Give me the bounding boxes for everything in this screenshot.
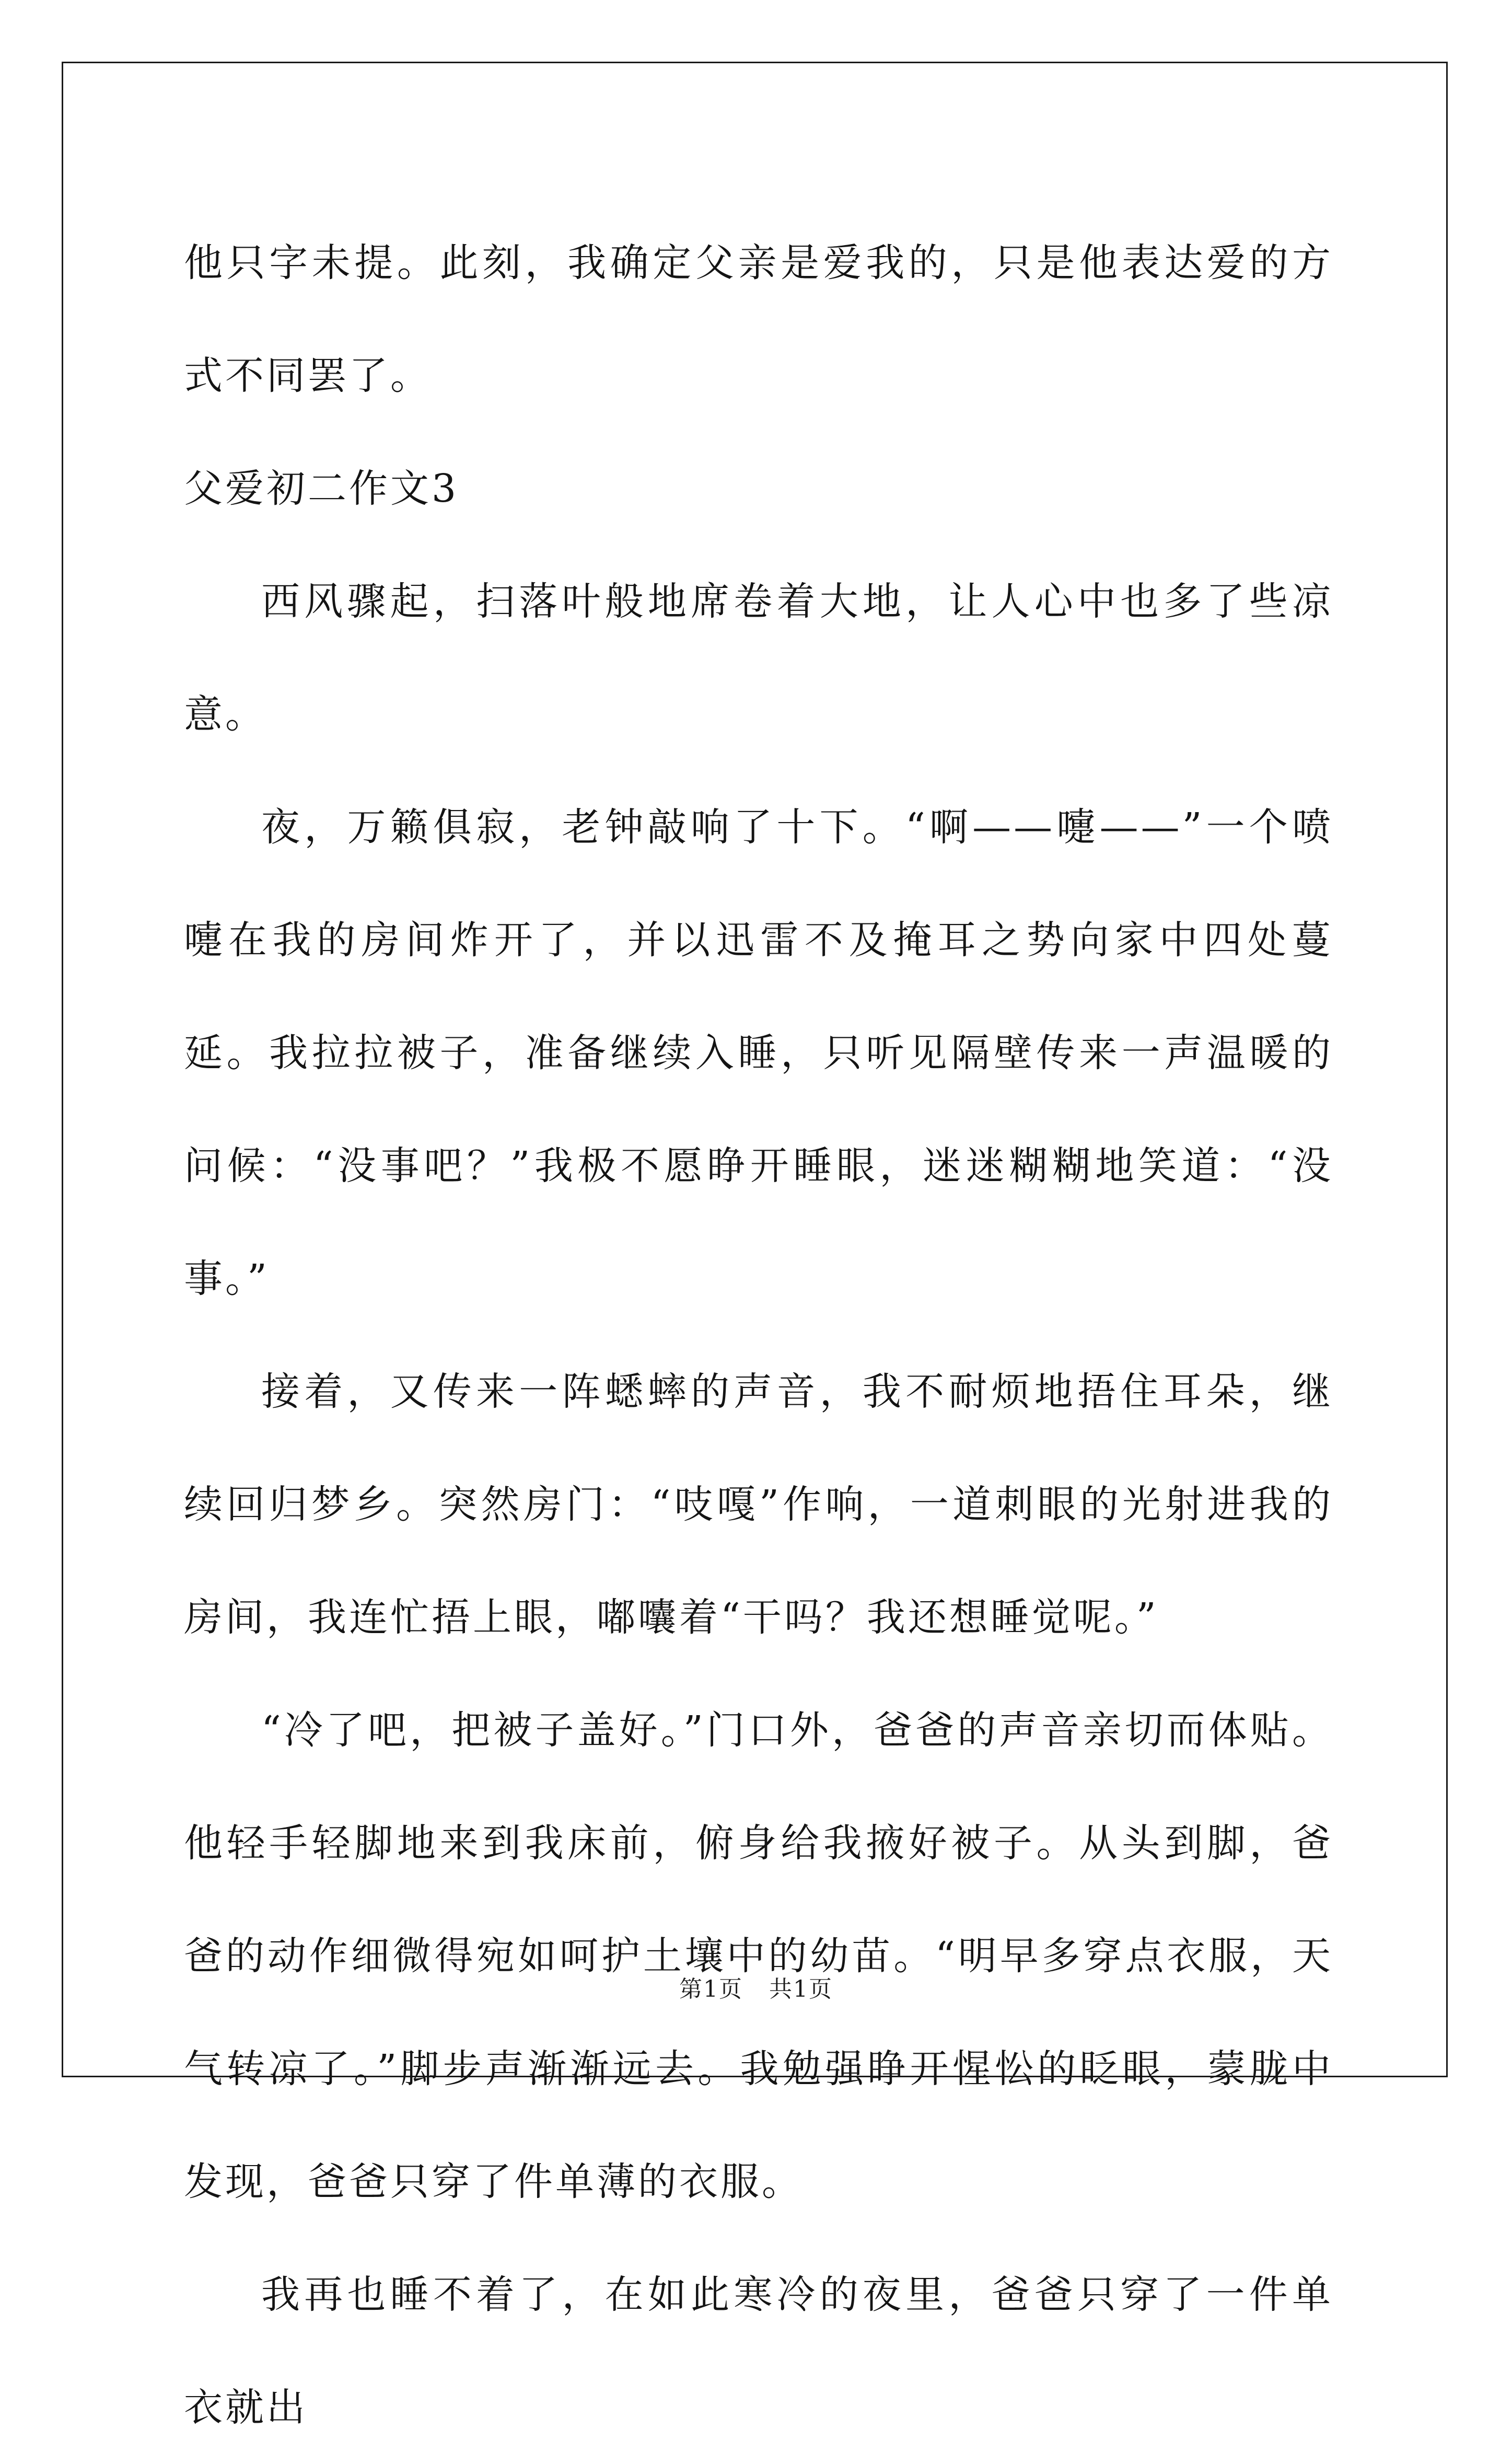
page-total: 共1页 bbox=[769, 1976, 833, 2003]
paragraph-5: “冷了吧，把被子盖好。”门口外，爸爸的声音亲切而体贴。他轻手轻脚地来到我床前，俯身给我掖好被子。从头到脚，爸爸的动作细微得宛如呵护土壤中的幼苗。“明早多穿点衣服，天气转凉了。”脚步声渐渐远去。我勉强睁开惺忪的眨眼，蒙胧中发现，爸爸只穿了件单薄的衣服。 bbox=[184, 1708, 1333, 2204]
page-number: 第1页 bbox=[679, 1976, 743, 2003]
page-footer bbox=[0, 1970, 1512, 2004]
paragraph-1: 他只字未提。此刻，我确定父亲是爱我的，只是他表达爱的方式不同罢了。 bbox=[184, 240, 1333, 398]
paragraph-6: 我再也睡不着了，在如此寒冷的夜里，爸爸只穿了一件单衣就出 bbox=[184, 2272, 1333, 2430]
paragraph-2: 西风骤起，扫落叶般地席卷着大地，让人心中也多了些凉意。 bbox=[184, 579, 1333, 737]
section-heading: 父爱初二作文3 bbox=[184, 466, 459, 511]
paragraph-3: 夜，万籁俱寂，老钟敲响了十下。“啊——嚏——”一个喷嚏在我的房间炸开了，并以迅雷不及掩耳之势向家中四处蔓延。我拉拉被子，准备继续入睡，只听见隔壁传来一声温暖的问候：“没事吧？”我极不愿睁开睡眼，迷迷糊糊地笑道：“没事。” bbox=[184, 805, 1333, 1301]
document-body bbox=[184, 206, 1333, 2464]
paragraph-4: 接着，又传来一阵蟋蟀的声音，我不耐烦地捂住耳朵，继续回归梦乡。突然房门：“吱嘎”作响，一道刺眼的光射进我的房间，我连忙捂上眼，嘟囔着“干吗？我还想睡觉呢。” bbox=[184, 1369, 1333, 1640]
